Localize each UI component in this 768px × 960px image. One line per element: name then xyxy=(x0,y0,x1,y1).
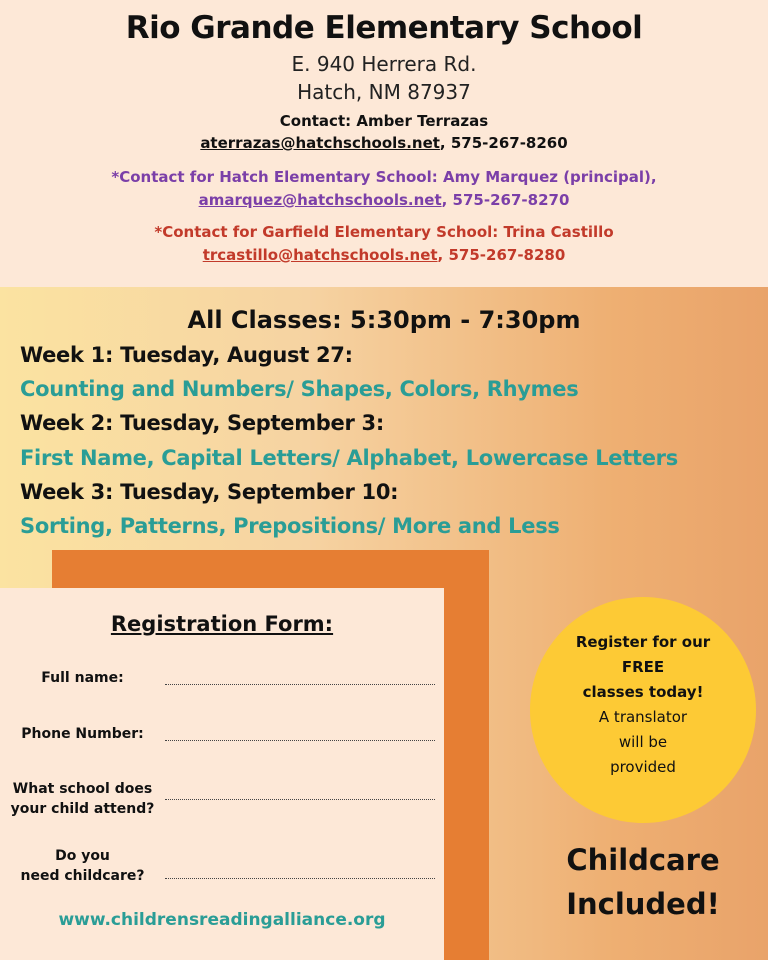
full-name-field[interactable] xyxy=(165,684,435,685)
full-name-label-text: Full name: xyxy=(41,670,124,686)
badge-line-3: classes today! xyxy=(582,683,704,701)
childcare-field[interactable] xyxy=(165,878,435,879)
childcare-label xyxy=(0,846,165,886)
badge-line-5: will be xyxy=(618,733,668,751)
school-label xyxy=(0,779,165,819)
school-label-line-2: your child attend? xyxy=(10,801,155,817)
school-name: Rio Grande Elementary School xyxy=(125,10,643,46)
garfield-contact xyxy=(0,221,768,267)
hatch-phone: , 575-267-8270 xyxy=(441,191,570,209)
website-link[interactable]: www.childrensreadingalliance.org xyxy=(58,910,386,930)
header xyxy=(0,0,768,287)
childcare-line-2: Included! xyxy=(566,887,720,921)
week-3-date: Week 3: Tuesday, September 10: xyxy=(20,480,399,504)
week-1-topic: Counting and Numbers/ Shapes, Colors, Rhymes xyxy=(20,377,579,401)
week-3-topic: Sorting, Patterns, Prepositions/ More and Less xyxy=(20,514,560,538)
full-name-label xyxy=(0,668,165,688)
childcare-label-line-1: Do you xyxy=(55,848,110,864)
phone-label-text: Phone Number: xyxy=(21,726,144,742)
schedule-title: All Classes: 5:30pm - 7:30pm xyxy=(187,306,581,334)
contact-email-link[interactable]: aterrazas@hatchschools.net xyxy=(200,134,440,152)
week-2-topic: First Name, Capital Letters/ Alphabet, Lowercase Letters xyxy=(20,446,678,470)
contact-name: Contact: Amber Terrazas xyxy=(279,112,489,130)
badge-line-2: FREE xyxy=(621,658,665,676)
phone-label xyxy=(0,724,165,744)
contact-phone: , 575-267-8260 xyxy=(439,134,568,152)
hatch-contact-name: *Contact for Hatch Elementary School: Amy Marquez (principal), xyxy=(111,168,657,186)
hatch-email-link[interactable]: amarquez@hatchschools.net xyxy=(198,191,442,209)
hatch-contact-info xyxy=(0,189,768,212)
form-title: Registration Form: xyxy=(110,612,334,636)
contact-info xyxy=(0,134,768,152)
childcare-included xyxy=(520,838,766,926)
childcare-label-line-2: need childcare? xyxy=(20,868,145,884)
week-2-date: Week 2: Tuesday, September 3: xyxy=(20,411,384,435)
badge-line-4: A translator xyxy=(598,708,688,726)
garfield-email-link[interactable]: trcastillo@hatchschools.net xyxy=(202,246,438,264)
address-line-1: E. 940 Herrera Rd. xyxy=(291,52,477,76)
school-field[interactable] xyxy=(165,799,435,800)
badge-line-6: provided xyxy=(610,758,676,776)
school-label-line-1: What school does xyxy=(12,781,153,797)
garfield-contact-info xyxy=(0,244,768,267)
phone-field[interactable] xyxy=(165,740,435,741)
garfield-phone: , 575-267-8280 xyxy=(437,246,566,264)
register-badge xyxy=(530,597,756,823)
registration-form xyxy=(0,588,444,960)
week-1-date: Week 1: Tuesday, August 27: xyxy=(20,343,353,367)
childcare-line-1: Childcare xyxy=(566,843,720,877)
badge-line-1: Register for our xyxy=(575,633,711,651)
garfield-contact-name: *Contact for Garfield Elementary School: Trina Castillo xyxy=(154,223,614,241)
address-line-2: Hatch, NM 87937 xyxy=(297,80,471,104)
hatch-contact xyxy=(0,166,768,212)
